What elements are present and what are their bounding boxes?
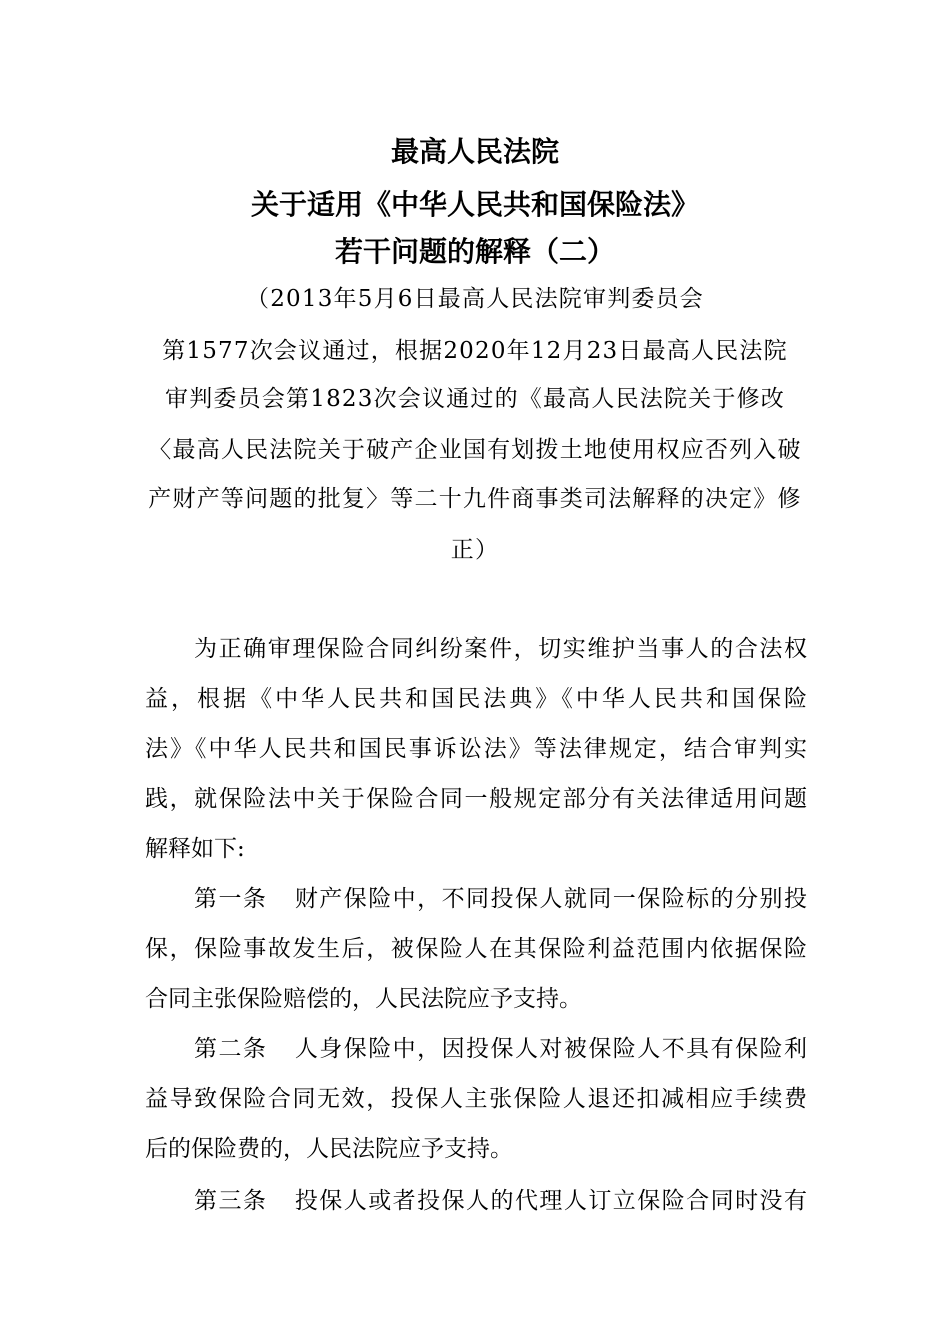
article-2-label: 第二条 (194, 1036, 268, 1062)
article-2-first-line (194, 1032, 807, 1066)
preamble-line-4: 践，就保险法中关于保险合同一般规定部分有关法律适用问题 (145, 786, 807, 812)
subtitle-line-2: 第1577次会议通过，根据2020年12月23日最高人民法院 (162, 338, 788, 364)
subtitle-line-3: 审判委员会第1823次会议通过的《最高人民法院关于修改 (165, 386, 785, 412)
article-3-first-text: 投保人或者投保人的代理人订立保险合同时没有 (293, 1188, 807, 1214)
document-title-line-2: 关于适用《中华人民共和国保险法》 (250, 188, 699, 221)
document-title-line-1: 最高人民法院 (390, 135, 559, 168)
preamble-line-2: 益，根据《中华人民共和国民法典》《中华人民共和国保险 (145, 686, 807, 712)
subtitle-line-4: 〈最高人民法院关于破产企业国有划拨土地使用权应否列入破 (148, 437, 802, 463)
preamble-line-1: 为正确审理保险合同纠纷案件，切实维护当事人的合法权 (194, 636, 807, 662)
article-1-first-text: 财产保险中，不同投保人就同一保险标的分别投 (293, 886, 807, 912)
article-1-line-3: 合同主张保险赔偿的，人民法院应予支持。 (145, 986, 582, 1012)
subtitle-line-5: 产财产等问题的批复〉等二十九件商事类司法解释的决定》修 (148, 486, 802, 512)
preamble-line-3: 法》《中华人民共和国民事诉讼法》等法律规定，结合审判实 (145, 736, 807, 762)
article-1-line-2: 保，保险事故发生后，被保险人在其保险利益范围内依据保险 (145, 936, 807, 962)
article-3-first-line (194, 1184, 807, 1218)
article-1-label: 第一条 (194, 886, 268, 912)
subtitle-line-6: 正） (450, 537, 500, 563)
document-title-line-3: 若干问题的解释（二） (334, 235, 615, 268)
preamble-line-5: 解释如下: (145, 836, 245, 862)
article-3-label: 第三条 (194, 1188, 268, 1214)
article-2-line-2: 益导致保险合同无效，投保人主张保险人退还扣减相应手续费 (145, 1086, 807, 1112)
article-2-line-3: 后的保险费的，人民法院应予支持。 (145, 1136, 513, 1162)
article-1-first-line (194, 882, 807, 916)
subtitle-line-1: （2013年5月6日最高人民法院审判委员会 (246, 286, 704, 312)
article-2-first-text: 人身保险中，因投保人对被保险人不具有保险利 (293, 1036, 807, 1062)
